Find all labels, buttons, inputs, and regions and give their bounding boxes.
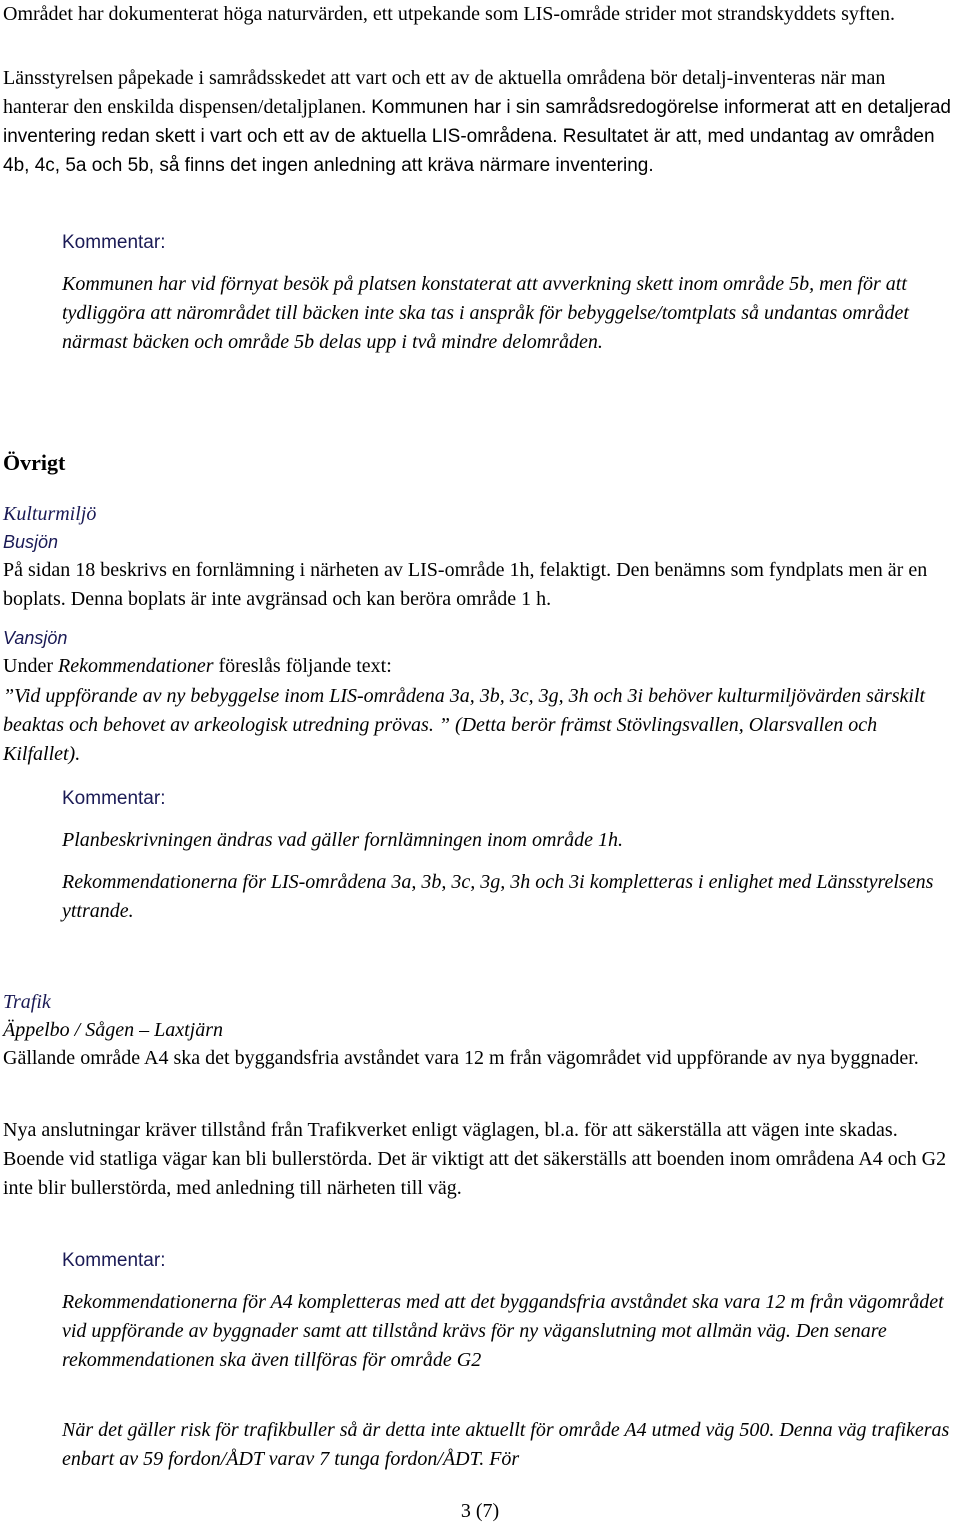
page-number: 3 (7): [460, 1500, 500, 1522]
subheading-trafik: Trafik: [3, 991, 51, 1013]
subheading-vansjon: Vansjön: [3, 628, 68, 648]
under-suffix: föreslås följande text:: [218, 655, 392, 677]
comment-label: Kommentar:: [62, 232, 166, 253]
comment-label: Kommentar:: [62, 788, 166, 809]
quote-recommendation: ”Vid uppförande av ny bebyggelse inom LIS-områdena 3a, 3b, 3c, 3g, 3h och 3i behöver kulturmiljövärden särskilt beaktas och behovet av arkeologisk utredning prövas. ” (Detta berör främst Stövlingsvallen, Olarsvallen och Kilfallet).: [3, 685, 926, 765]
comment-text: Kommunen har vid förnyat besök på platsen konstaterat att avverkning skett inom område 5b, men för att tydliggöra att närområdet till bäcken inte ska tas i anspråk för bebyggelse/tomtplats så undantas området närmast bäcken och område 5b delas upp i två mindre delområden.: [62, 273, 909, 353]
paragraph-a4-distance: Gällande område A4 ska det byggandsfria avståndet vara 12 m från vägområdet vid uppförande av nya byggnader.: [3, 1047, 919, 1069]
comment-text: Rekommendationerna för LIS-områdena 3a, 3b, 3c, 3g, 3h och 3i kompletteras i enlighet med Länsstyrelsens yttrande.: [62, 871, 934, 922]
lansstyrelsen-text: Länsstyrelsen påpekade i samrådsskedet att vart och ett av de aktuella områdena bör detalj-inventeras när man hanterar den enskilda dispensen/detaljplanen.: [3, 67, 886, 118]
paragraph-under-rekommendationer: [3, 652, 951, 681]
kommunen-inventory-text: Kommunen har i sin samrådsredogörelse informerat att en detaljerad inventering redan skett i vart och ett av de aktuella LIS-områdena. Resultatet är att, med undantag av områden 4b, 4c, 5a och 5b, så finns det ingen anledning att kräva närmare inventering.: [3, 97, 951, 176]
paragraph-lansstyrelsen: [3, 64, 951, 180]
subheading-appelbo: Äppelbo / Sågen – Laxtjärn: [3, 1019, 223, 1041]
section-heading-ovrigt: Övrigt: [3, 450, 66, 475]
paragraph-busjon: På sidan 18 beskrivs en fornlämning i närheten av LIS-område 1h, felaktigt. Den benämns som fyndplats men är en boplats. Denna boplats är inte avgränsad och kan beröra område 1 h.: [3, 559, 928, 610]
comment-text: När det gäller risk för trafikbuller så är detta inte aktuellt för område A4 utmed väg 500. Denna väg trafikeras enbart av 59 fordon/ÅDT varav 7 tunga fordon/ÅDT. För: [62, 1419, 950, 1470]
paragraph-natural-values: Området har dokumenterat höga naturvärden, ett utpekande som LIS-område strider mot strandskyddets syften.: [3, 3, 895, 25]
comment-text: Planbeskrivningen ändras vad gäller fornlämningen inom område 1h.: [62, 829, 624, 851]
subheading-kulturmiljo: Kulturmiljö: [3, 503, 97, 525]
under-italic: Rekommendationer: [57, 655, 214, 677]
comment-label: Kommentar:: [62, 1250, 166, 1271]
subheading-busjon: Busjön: [3, 532, 59, 552]
paragraph-anslutningar: Nya anslutningar kräver tillstånd från Trafikverket enligt väglagen, bl.a. för att säkerställa att vägen inte skadas. Boende vid statliga vägar kan bli bullerstörda. Det är viktigt att det säkerställs att boenden inom områdena A4 och G2 inte blir bullerstörda, med anledning till närheten till väg.: [3, 1119, 947, 1199]
comment-text: Rekommendationerna för A4 kompletteras med att det byggandsfria avståndet ska vara 12 m från vägområdet vid uppförande av byggnader samt att tillstånd krävs för ny väganslutning mot allmän väg. Den senare rekommendationen ska även tillföras för område G2: [62, 1291, 944, 1371]
under-prefix: Under: [3, 655, 53, 677]
